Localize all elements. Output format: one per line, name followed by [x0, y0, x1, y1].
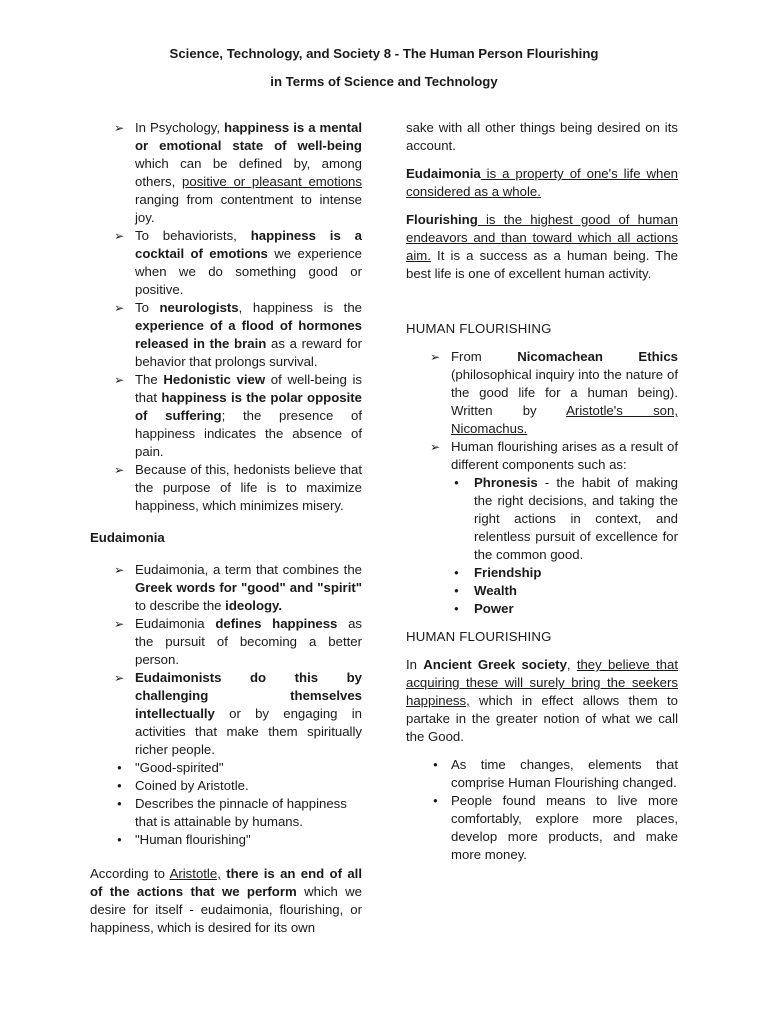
document-title-line-2: in Terms of Science and Technology	[270, 74, 498, 89]
components-list	[406, 474, 678, 618]
ancient-greek-paragraph: In Ancient Greek society, they believe that acquiring these will surely bring the seekers happiness, which in effect allows them to partake in the greater notion of what we call the Good.	[406, 657, 678, 744]
list-item: ● Describes the pinnacle of happiness that is attainable by humans.	[117, 796, 347, 829]
arrow-bullet-icon: ➢	[114, 671, 125, 685]
bullet-icon: ●	[454, 478, 459, 487]
list-item: ● Power	[454, 601, 514, 616]
bullet-icon: ●	[454, 586, 459, 595]
bullet-icon: ●	[117, 781, 122, 790]
list-item: ➢ Human flourishing arises as a result of different components such as:	[430, 439, 678, 472]
bullet-icon: ●	[433, 796, 438, 805]
list-item: ➢ Eudaimonia, a term that combines the Greek words for "good" and "spirit" to describe the ideology.	[114, 562, 362, 613]
list-item: ● As time changes, elements that comprise Human Flourishing changed.	[433, 757, 678, 790]
list-item: ● "Human flourishing"	[117, 832, 251, 847]
flourishing-paragraph: Flourishing is the highest good of human endeavors and than toward which all actions aim. It is a success as a human being. The best life is one of excellent human activity.	[406, 212, 678, 281]
section-heading-human-flourishing-2: HUMAN FLOURISHING	[406, 629, 552, 644]
list-item: ➢ Eudaimonia defines happiness as the pursuit of becoming a better person.	[114, 616, 363, 667]
left-column	[90, 119, 362, 937]
list-item: ● People found means to live more comfortably, explore more places, develop more products, and make more money.	[433, 793, 678, 862]
eudaimonia-bullets	[90, 759, 362, 849]
right-column	[406, 119, 678, 864]
list-item: ● Phronesis - the habit of making the right decisions, and taking the right actions in context, and relentless pursuit of excellence for the common good.	[454, 475, 678, 562]
psychology-list	[90, 119, 362, 515]
human-flourishing-list	[406, 348, 678, 474]
bullet-icon: ●	[117, 799, 122, 808]
eudaimonia-list	[90, 561, 362, 759]
list-item: ➢ To behaviorists, happiness is a cocktail of emotions we experience when we do something good or positive.	[114, 228, 362, 297]
aristotle-paragraph: According to Aristotle, there is an end of all of the actions that we perform which we desire for itself - eudaimonia, flourishing, or happiness, which is desired for its own	[90, 866, 363, 935]
list-item: ● "Good-spirited"	[117, 760, 224, 775]
arrow-bullet-icon: ➢	[114, 563, 125, 577]
arrow-bullet-icon: ➢	[114, 301, 125, 315]
arrow-bullet-icon: ➢	[114, 229, 125, 243]
arrow-bullet-icon: ➢	[430, 350, 441, 364]
eudaimonia-property-paragraph: Eudaimonia is a property of one's life when considered as a whole.	[406, 166, 678, 199]
arrow-bullet-icon: ➢	[114, 617, 125, 631]
list-item: ➢ Eudaimonists do this by challenging themselves intellectually or by engaging in activities that make them spiritually richer people.	[114, 670, 362, 757]
changes-list	[406, 756, 678, 864]
bullet-icon: ●	[117, 763, 122, 772]
list-item: ➢ To neurologists, happiness is the experience of a flood of hormones released in the brain as a reward for behavior that prolongs survival.	[114, 300, 362, 369]
eudaimonia-heading: Eudaimonia	[90, 530, 165, 545]
continued-paragraph: sake with all other things being desired on its account.	[406, 120, 678, 153]
document-title-line-1: Science, Technology, and Society 8 - The Human Person Flourishing	[169, 46, 599, 61]
list-item: ● Wealth	[454, 583, 517, 598]
arrow-bullet-icon: ➢	[430, 440, 441, 454]
list-item: ➢ From Nicomachean Ethics (philosophical inquiry into the nature of the good life for a human being). Written by Aristotle's son, Nicomachus.	[430, 349, 678, 436]
list-item: ● Coined by Aristotle.	[117, 778, 249, 793]
arrow-bullet-icon: ➢	[114, 373, 125, 387]
arrow-bullet-icon: ➢	[114, 121, 125, 135]
section-heading-human-flourishing: HUMAN FLOURISHING	[406, 321, 552, 336]
list-item: ➢ In Psychology, happiness is a mental or emotional state of well-being which can be defined by, among others, positive or pleasant emotions ranging from contentment to intense joy.	[114, 120, 362, 225]
arrow-bullet-icon: ➢	[114, 463, 125, 477]
list-item: ● Friendship	[454, 565, 542, 580]
bullet-icon: ●	[454, 604, 459, 613]
bullet-icon: ●	[454, 568, 459, 577]
list-item: ➢ The Hedonistic view of well-being is that happiness is the polar opposite of suffering; the presence of happiness indicates the absence of pain.	[114, 372, 363, 459]
bullet-icon: ●	[117, 835, 122, 844]
bullet-icon: ●	[433, 760, 438, 769]
list-item: ➢ Because of this, hedonists believe that the purpose of life is to maximize happiness, which minimizes misery.	[114, 462, 362, 513]
